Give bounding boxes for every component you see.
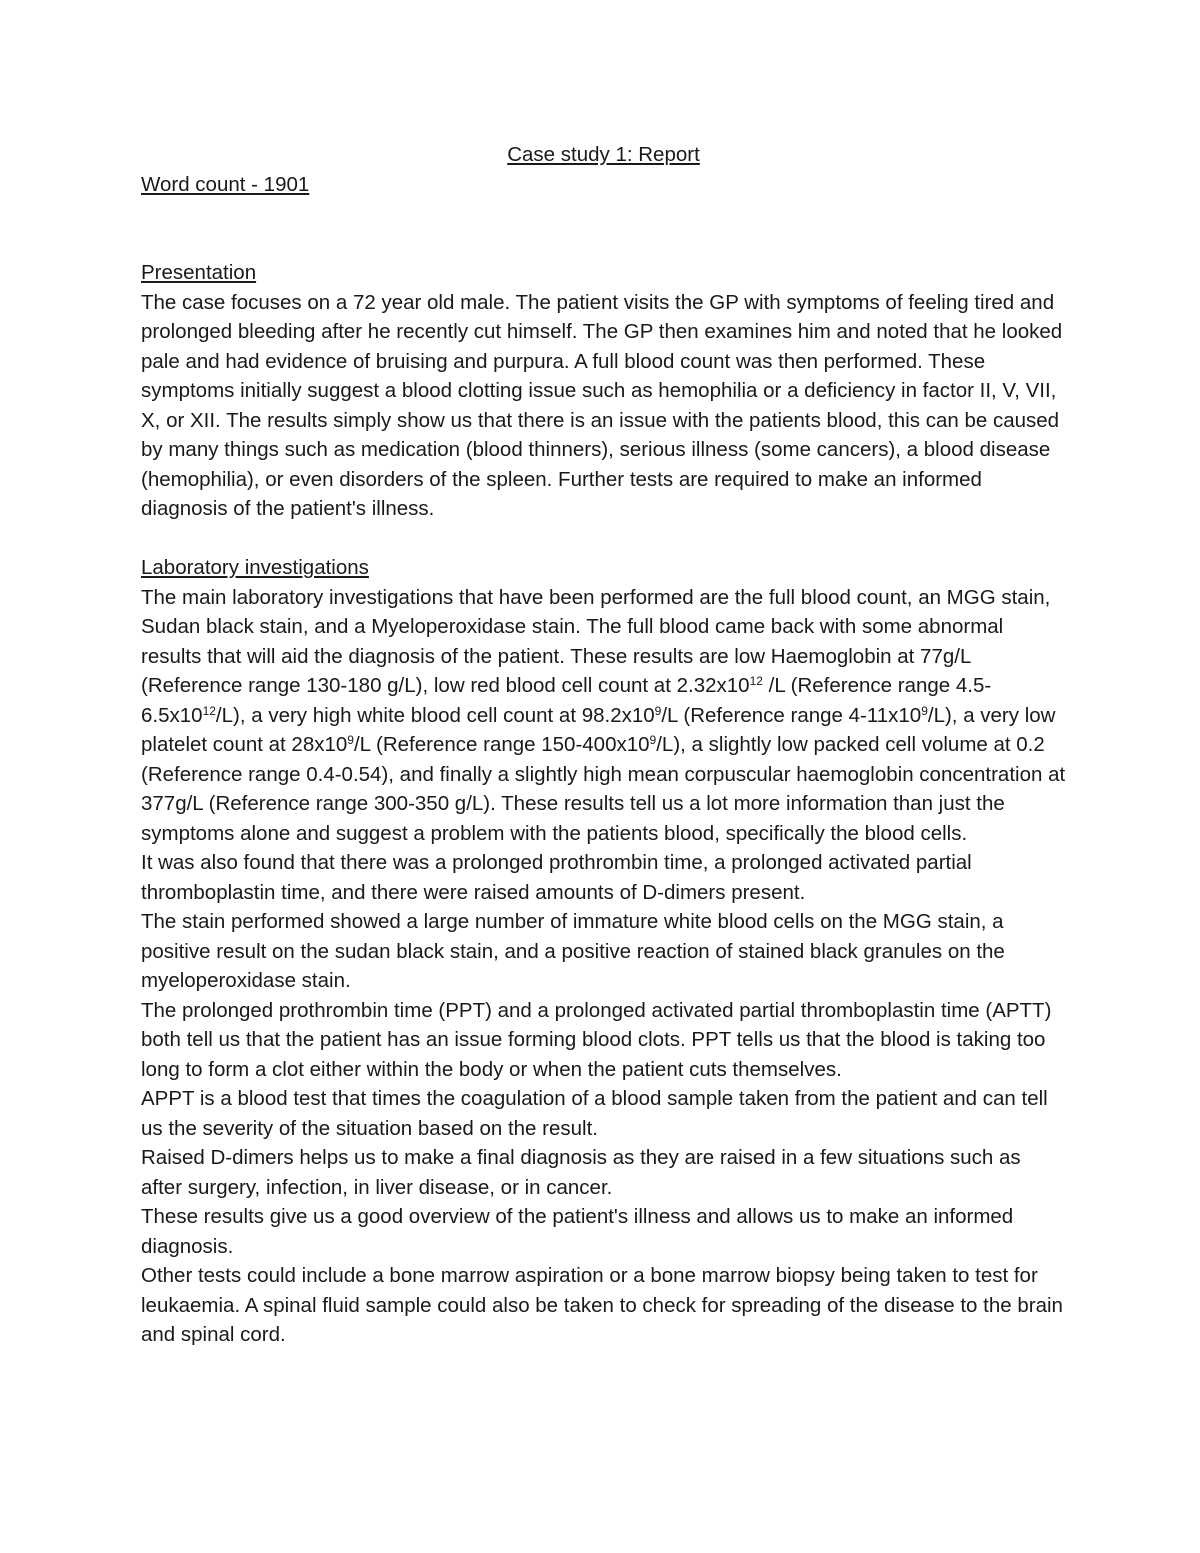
text-run: /L (Reference range 4.5-6.5x10 — [141, 674, 992, 727]
lab-paragraph-d-dimers: Raised D-dimers helps us to make a final diagnosis as they are raised in a few situations such as after surgery, infection, in liver disease, or in cancer. — [141, 1146, 1021, 1199]
text-run: /L (Reference range 4-11x10 — [661, 703, 922, 727]
lab-investigations-heading: Laboratory investigations — [141, 556, 369, 579]
text-run: /L), a very high white blood cell count at 98.2x10 — [215, 703, 655, 727]
superscript: 9 — [921, 703, 928, 718]
lab-paragraph-overview: These results give us a good overview of the patient's illness and allows us to make an informed diagnosis. — [141, 1205, 1014, 1258]
superscript: 9 — [347, 732, 354, 747]
presentation-heading: Presentation — [141, 261, 257, 284]
lab-paragraph-clotting: It was also found that there was a prolonged prothrombin time, a prolonged activated partial thromboplastin time, and there were raised amounts of D-dimers present. — [141, 851, 972, 904]
lab-paragraph-stains: The stain performed showed a large number of immature white blood cells on the MGG stain, a positive result on the sudan black stain, and a positive reaction of stained black granules on the myeloperoxidase stain. — [141, 910, 1005, 992]
superscript: 9 — [654, 703, 662, 718]
blank-space — [141, 524, 1066, 554]
lab-paragraph-appt: APPT is a blood test that times the coagulation of a blood sample taken from the patient and can tell us the severity of the situation based on the result. — [141, 1087, 1048, 1140]
document-title: Case study 1: Report — [507, 143, 700, 166]
text-run: The main laboratory investigations that have been performed are the full blood count, an MGG stain, Sudan black stain, and a Myeloperoxidase stain. The full blood came back with some abnormal results that will aid the diagnosis of the patient. These results are low Haemoglobin at 77g/L (Reference range 130-180 g/L), low red blood cell count at 2.32x10 — [141, 585, 1051, 697]
superscript: 12 — [202, 703, 216, 718]
blank-space — [141, 199, 1066, 258]
text-run: /L (Reference range 150-400x10 — [353, 733, 650, 756]
document-page — [141, 140, 1066, 1350]
lab-paragraph-ppt-aptt: The prolonged prothrombin time (PPT) and a prolonged activated partial thromboplastin time (APTT) both tell us that the patient has an issue forming blood clots. PPT tells us that the blood is taking too long to form a clot either within the body or when the patient cuts themselves. — [141, 998, 1052, 1081]
word-count: Word count - 1901 — [141, 172, 310, 196]
superscript: 9 — [649, 732, 657, 747]
presentation-paragraph: The case focuses on a 72 year old male. The patient visits the GP with symptoms of feeling tired and prolonged bleeding after he recently cut himself. The GP then examines him and noted that he looked pale and had evidence of bruising and purpura. A full blood count was then performed. These symptoms initially suggest a blood clotting issue such as hemophilia or a deficiency in factor II, V, VII, X, or XII. The results simply show us that there is an issue with the patients blood, this can be caused by many things such as medication (blood thinners), serious illness (some cancers), a blood disease (hemophilia), or even disorders of the spleen. Further tests are required to make an informed diagnosis of the patient's illness. — [141, 290, 1063, 520]
text-run: /L), a slightly low packed cell volume at 0.2 (Reference range 0.4-0.54), and finally a slightly high mean corpuscular haemoglobin concentration at 377g/L (Reference range 300-350 g/L). These results tell us a lot more information than just the symptoms alone and suggest a problem with the patients blood, specifically the blood cells. — [141, 733, 1066, 845]
text-run: /L), a very low platelet count at 28x10 — [141, 703, 1056, 756]
superscript: 12 — [749, 673, 763, 688]
lab-paragraph-other-tests: Other tests could include a bone marrow aspiration or a bone marrow biopsy being taken to test for leukaemia. A spinal fluid sample could also be taken to check for spreading of the disease to the brain and spinal cord. — [141, 1264, 1063, 1346]
lab-paragraph-blood-count — [141, 583, 1066, 849]
